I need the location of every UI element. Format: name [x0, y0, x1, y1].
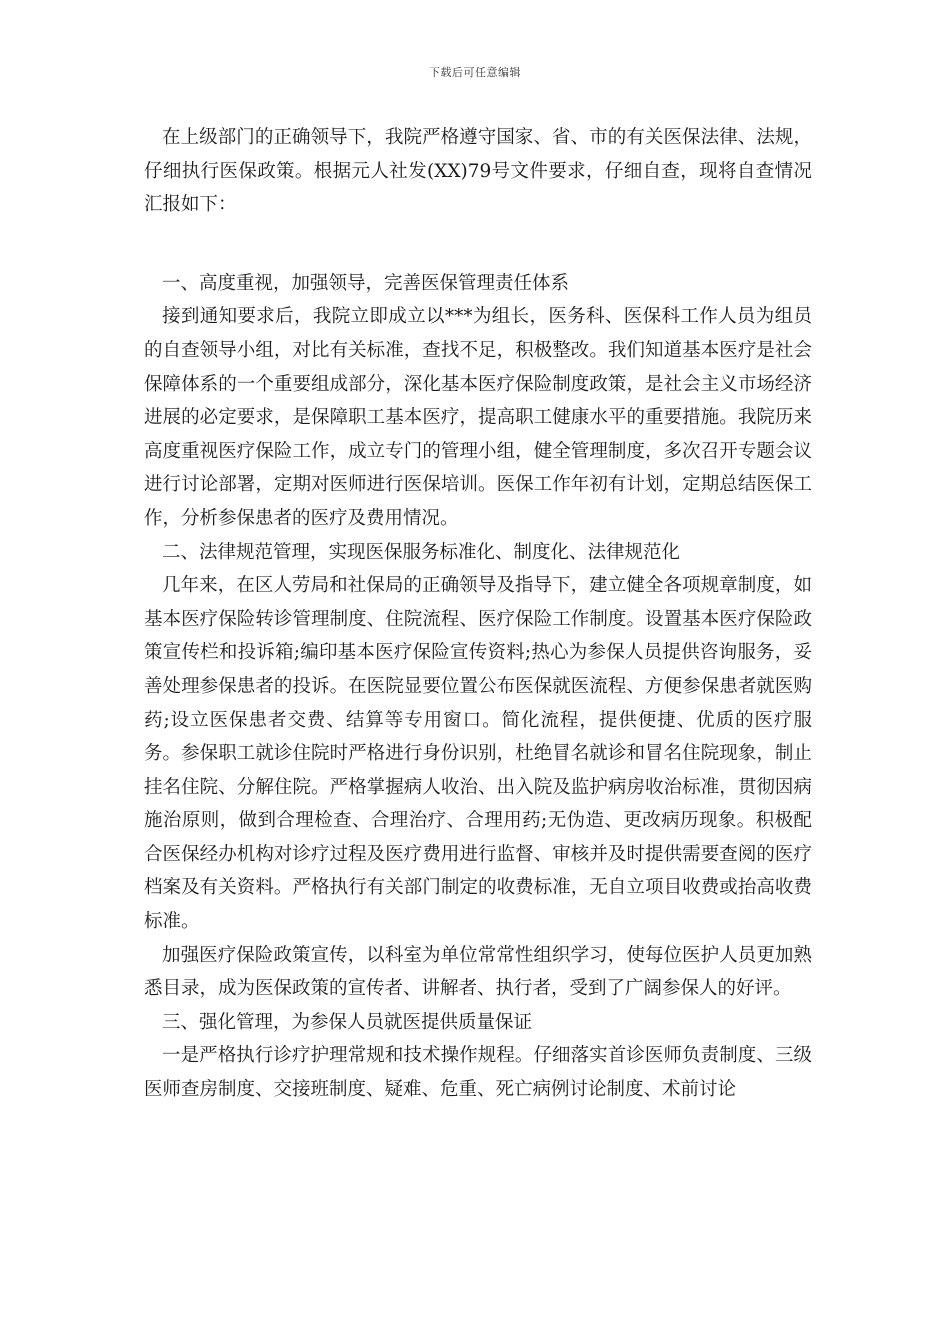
intro-paragraph: 在上级部门的正确领导下，我院严格遵守国家、省、市的有关医保法律、法规，仔细执行医保政策。根据元人社发(XX)79号文件要求，仔细自查，现将自查情况汇报如下： — [144, 127, 812, 216]
page-header: 下载后可任意编辑 — [429, 66, 521, 79]
section-2-paragraph-1: 几年来，在区人劳局和社保局的正确领导及指导下，建立健全各项规章制度，如基本医疗保险转诊管理制度、住院流程、医疗保险工作制度。设置基本医疗保险政策宣传栏和投诉箱;编印基本医疗保险宣传资料;热心为参保人员提供咨询服务，妥善处理参保患者的投诉。在医院显要位置公布医保就医流程、方便参保患者就医购药;设立医保患者交费、结算等专用窗口。简化流程，提供便捷、优质的医疗服务。参保职工就诊住院时严格进行身份识别，杜绝冒名就诊和冒名住院现象，制止挂名住院、分解住院。严格掌握病人收治、出入院及监护病房收治标准，贯彻因病施治原则，做到合理检查、合理治疗、合理用药;无伪造、更改病历现象。积极配合医保经办机构对诊疗过程及医疗费用进行监督、审核并及时提供需要查阅的医疗档案及有关资料。严格执行有关部门制定的收费标准，无自立项目收费或抬高收费标准。 — [144, 575, 812, 933]
document-body — [144, 121, 812, 1107]
section-1-heading: 一、高度重视，加强领导，完善医保管理责任体系 — [162, 272, 570, 294]
section-1-paragraph: 接到通知要求后，我院立即成立以***为组长，医务科、医保科工作人员为组员的自查领导小组，对比有关标准，查找不足，积极整改。我们知道基本医疗是社会保障体系的一个重要组成部分，深化基本医疗保险制度政策，是社会主义市场经济进展的必定要求，是保障职工基本医疗，提高职工健康水平的重要措施。我院历来高度重视医疗保险工作，成立专门的管理小组，健全管理制度，多次召开专题会议进行讨论部署，定期对医师进行医保培训。医保工作年初有计划，定期总结医保工作，分析参保患者的医疗及费用情况。 — [144, 306, 812, 529]
section-2-paragraph-2: 加强医疗保险政策宣传，以科室为单位常常性组织学习，使每位医护人员更加熟悉目录，成为医保政策的宣传者、讲解者、执行者，受到了广阔参保人的好评。 — [144, 944, 812, 1000]
section-3-paragraph: 一是严格执行诊疗护理常规和技术操作规程。仔细落实首诊医师负责制度、三级医师查房制度、交接班制度、疑难、危重、死亡病例讨论制度、术前讨论 — [144, 1045, 812, 1101]
section-3-heading: 三、强化管理，为参保人员就医提供质量保证 — [162, 1011, 533, 1033]
section-2-heading: 二、法律规范管理，实现医保服务标准化、制度化、法律规范化 — [162, 541, 681, 563]
